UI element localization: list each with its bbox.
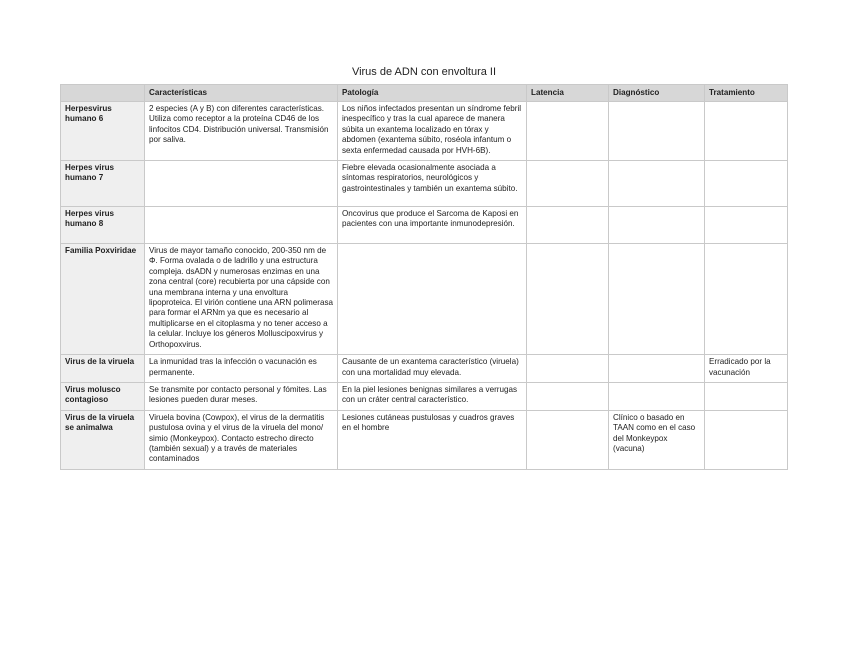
cell-patologia: Causante de un exantema característico (viruela) con una mortalidad muy elevada. bbox=[338, 355, 527, 383]
row-label: Familia Poxviridae bbox=[61, 244, 145, 355]
document-title: Virus de ADN con envoltura II bbox=[351, 66, 497, 78]
cell-latencia bbox=[527, 207, 609, 244]
cell-diagnostico bbox=[609, 355, 705, 383]
cell-diagnostico bbox=[609, 102, 705, 161]
cell-caracteristicas bbox=[145, 207, 338, 244]
header-caracteristicas: Características bbox=[145, 85, 338, 102]
virus-table bbox=[60, 84, 788, 470]
table-row bbox=[61, 102, 788, 161]
cell-tratamiento: Erradicado por la vacunación bbox=[705, 355, 788, 383]
cell-latencia bbox=[527, 161, 609, 207]
cell-patologia: En la piel lesiones benignas similares a verrugas con un cráter central característico. bbox=[338, 382, 527, 410]
cell-diagnostico: Clínico o basado en TAAN como en el caso del Monkeypox (vacuna) bbox=[609, 410, 705, 469]
header-diagnostico: Diagnóstico bbox=[609, 85, 705, 102]
table-row bbox=[61, 161, 788, 207]
cell-latencia bbox=[527, 410, 609, 469]
cell-caracteristicas: 2 especies (A y B) con diferentes características. Utiliza como receptor a la proteína CD46 de los linfocitos CD4. Distribución universal. Transmisión por saliva. bbox=[145, 102, 338, 161]
cell-diagnostico bbox=[609, 207, 705, 244]
header-patologia: Patología bbox=[338, 85, 527, 102]
cell-caracteristicas bbox=[145, 161, 338, 207]
cell-patologia: Lesiones cutáneas pustulosas y cuadros graves en el hombre bbox=[338, 410, 527, 469]
row-label: Herpes virus humano 8 bbox=[61, 207, 145, 244]
row-label: Herpes virus humano 7 bbox=[61, 161, 145, 207]
header-tratamiento: Tratamiento bbox=[705, 85, 788, 102]
cell-patologia: Fiebre elevada ocasionalmente asociada a síntomas respiratorios, neurológicos y gastrointestinales y también un exantema súbito. bbox=[338, 161, 527, 207]
cell-caracteristicas: Se transmite por contacto personal y fómites. Las lesiones pueden durar meses. bbox=[145, 382, 338, 410]
row-label: Virus de la viruela se animalwa bbox=[61, 410, 145, 469]
cell-latencia bbox=[527, 244, 609, 355]
cell-tratamiento bbox=[705, 207, 788, 244]
cell-patologia bbox=[338, 244, 527, 355]
cell-patologia: Oncovirus que produce el Sarcoma de Kaposi en pacientes con una importante inmunodepresión. bbox=[338, 207, 527, 244]
table-row bbox=[61, 410, 788, 469]
cell-tratamiento bbox=[705, 102, 788, 161]
table-row bbox=[61, 244, 788, 355]
cell-tratamiento bbox=[705, 382, 788, 410]
cell-latencia bbox=[527, 382, 609, 410]
cell-tratamiento bbox=[705, 410, 788, 469]
table-row bbox=[61, 382, 788, 410]
cell-patologia: Los niños infectados presentan un síndrome febril inespecífico y tras la cual aparece de manera súbita un exantema localizado en tórax y abdomen (exantema súbito, roséola infantum o sexta enfermedad causada por HVH-6B). bbox=[338, 102, 527, 161]
cell-latencia bbox=[527, 355, 609, 383]
cell-tratamiento bbox=[705, 161, 788, 207]
header-virus bbox=[61, 85, 145, 102]
header-row bbox=[61, 85, 788, 102]
row-label: Virus molusco contagioso bbox=[61, 382, 145, 410]
table-row bbox=[61, 355, 788, 383]
cell-caracteristicas: Viruela bovina (Cowpox), el virus de la dermatitis pustulosa ovina y el virus de la viruela del mono/ simio (Monkeypox). Contacto estrecho directo (también sexual) y a través de materiales contaminados bbox=[145, 410, 338, 469]
cell-caracteristicas: Virus de mayor tamaño conocido, 200-350 nm de Φ. Forma ovalada o de ladrillo y una estructura compleja. dsADN y numerosas enzimas en una zona central (core) recubierta por una cápside con una membrana interna y una envoltura lipoproteica. El virión contiene una ARN polimerasa para formar el ARNm ya que es necesario al multiplicarse en el citoplasma y no tener acceso a la celular. Incluye los géneros Molluscipoxvirus y Orthopoxvirus. bbox=[145, 244, 338, 355]
cell-tratamiento bbox=[705, 244, 788, 355]
header-latencia: Latencia bbox=[527, 85, 609, 102]
table-row bbox=[61, 207, 788, 244]
cell-diagnostico bbox=[609, 244, 705, 355]
row-label: Virus de la viruela bbox=[61, 355, 145, 383]
cell-diagnostico bbox=[609, 161, 705, 207]
cell-diagnostico bbox=[609, 382, 705, 410]
cell-latencia bbox=[527, 102, 609, 161]
row-label: Herpesvirus humano 6 bbox=[61, 102, 145, 161]
cell-caracteristicas: La inmunidad tras la infección o vacunación es permanente. bbox=[145, 355, 338, 383]
